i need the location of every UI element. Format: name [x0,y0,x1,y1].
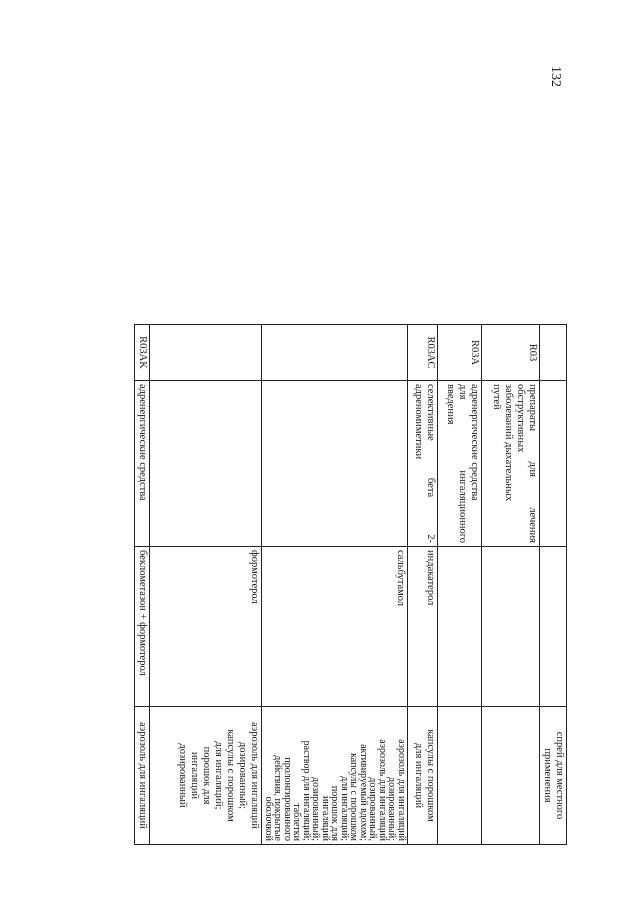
table-row [540,325,567,845]
atc-code-cell: R03A [438,325,482,381]
group-name-cell [540,381,567,547]
inn-cell: формотерол [150,547,262,707]
inn-cell [438,547,482,707]
dosage-form-cell: аэрозоль для ингаляций дозированный; аэрозоль для ингаляций дозированный, активируемый вдохом; капсулы с порошком для ингаляций; порошок для ингаляций дозированный; раствор для ингаляций; таблетки пролонгированного действия, покрытые оболочкой [262,707,408,845]
page-number: 132 [548,66,563,87]
dosage-form-cell: аэрозоль для ингаляций дозированный; капсулы с порошком для ингаляций; порошок для ингаляций дозированный [150,707,262,845]
atc-code-cell [262,325,408,381]
table-row [135,325,150,845]
atc-code-cell [540,325,567,381]
table-row [482,325,540,845]
inn-cell: беклометазон + формотерол [135,547,150,707]
inn-cell [482,547,540,707]
group-name-cell [262,381,408,547]
group-name-cell [150,381,262,547]
atc-code-cell: R03 [482,325,540,381]
dosage-form-cell [482,707,540,845]
inn-cell: индакатерол [408,547,438,707]
dosage-form-cell: капсулы с порошком для ингаляций [408,707,438,845]
atc-code-cell: R03AC [408,325,438,381]
table-row [438,325,482,845]
table-row [408,325,438,845]
group-name-cell: адренергические средства для ингаляционного введения [438,381,482,547]
group-name-cell: селективные бета 2- адреномиметики [408,381,438,547]
dosage-form-cell: аэрозоль для ингаляций [135,707,150,845]
dosage-form-cell [438,707,482,845]
rotated-table-container [137,324,567,844]
group-name-cell: адренергические средства [135,381,150,547]
table-row [262,325,408,845]
group-name-cell: препараты для лечения обструктивных заболеваний дыхательных путей [482,381,540,547]
atc-code-cell [150,325,262,381]
inn-cell [540,547,567,707]
drug-classification-table [135,324,568,845]
atc-code-cell: R03AK [135,325,150,381]
inn-cell: сальбутамол [262,547,408,707]
table-row [150,325,262,845]
dosage-form-cell: спрей для местного применения [540,707,567,845]
